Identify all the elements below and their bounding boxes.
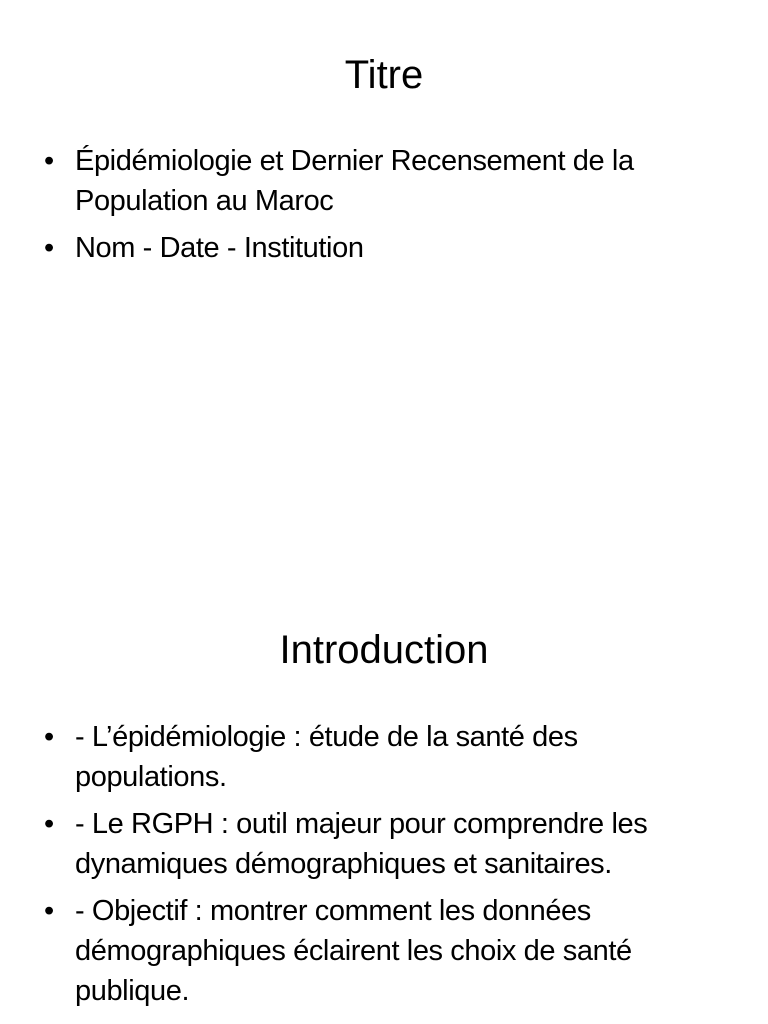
bullet-text: - Objectif : montrer comment les données démographiques éclairent les choix de santé publique.: [75, 895, 632, 1007]
bullet-icon: •: [44, 808, 54, 840]
bullet-item: [44, 804, 724, 884]
bullet-item: [44, 717, 724, 797]
bullet-text: Nom - Date - Institution: [75, 232, 364, 264]
bullet-icon: •: [44, 232, 54, 264]
slide-introduction: [0, 576, 768, 1024]
bullet-icon: •: [44, 895, 54, 927]
bullet-icon: •: [44, 145, 54, 177]
bullet-icon: •: [44, 721, 54, 753]
slide-title: Introduction: [279, 628, 489, 672]
bullet-text: - Le RGPH : outil majeur pour comprendre les dynamiques démographiques et sanitaires.: [75, 808, 648, 880]
bullet-text: - L’épidémiologie : étude de la santé des populations.: [75, 721, 578, 793]
bullet-item: [44, 228, 724, 268]
bullet-item: [44, 141, 724, 221]
slide-title: Titre: [344, 53, 424, 97]
bullet-list: [44, 141, 724, 275]
bullet-list: [44, 717, 724, 1018]
bullet-item: [44, 891, 724, 1011]
bullet-text: Épidémiologie et Dernier Recensement de la Population au Maroc: [75, 145, 634, 217]
